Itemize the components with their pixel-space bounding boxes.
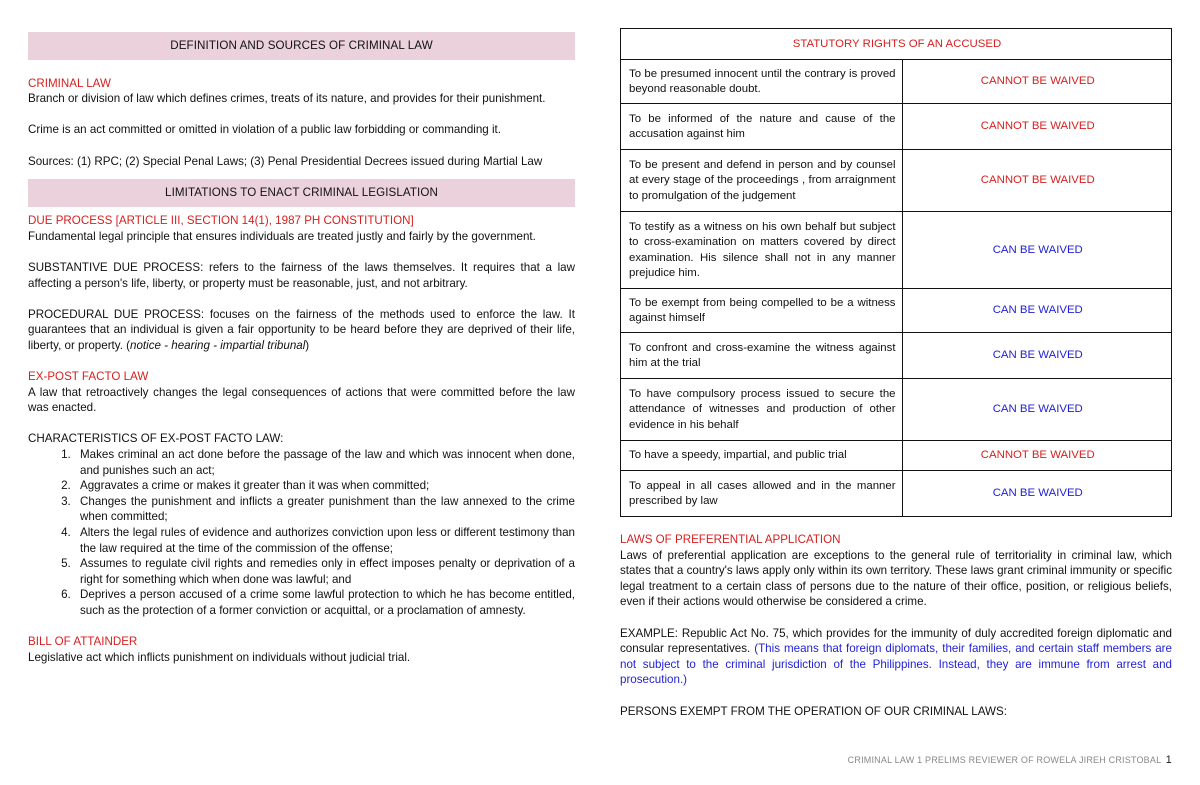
list-item: 2. Aggravates a crime or makes it greater than it was when committed;	[74, 478, 575, 494]
table-row	[621, 104, 1172, 150]
criminal-law-definition: Branch or division of law which defines crimes, treats of its nature, and provides for their punishment.	[28, 92, 546, 106]
list-item: 5. Assumes to regulate civil rights and remedies only in effect imposes penalty or deprivation of a right for something which when done was lawful; and	[74, 556, 575, 587]
characteristics-heading: CHARACTERISTICS OF EX-POST FACTO LAW:	[28, 432, 284, 446]
list-item: 4. Alters the legal rules of evidence and authorizes conviction upon less or different testimony than the law required at the time of the commission of the offense;	[74, 525, 575, 556]
sources-text: Sources: (1) RPC; (2) Special Penal Laws; (3) Penal Presidential Decrees issued during Martial Law	[28, 154, 543, 168]
waiver-status: CANNOT BE WAIVED	[902, 60, 1172, 104]
page-footer	[848, 754, 1172, 766]
waiver-status: CANNOT BE WAIVED	[902, 104, 1172, 150]
table-row	[621, 471, 1172, 517]
list-item: 1. Makes criminal an act done before the passage of the law and which was innocent when done, and punishes such an act;	[74, 447, 575, 478]
table-row	[621, 212, 1172, 289]
page-number: 1	[1165, 754, 1172, 766]
right-column	[620, 28, 1172, 719]
right-text: To have compulsory process issued to secure the attendance of witnesses and production of other evidence in his behalf	[621, 379, 903, 441]
bill-of-attainder-heading: BILL OF ATTAINDER	[28, 635, 138, 649]
right-text: To confront and cross-examine the witness against him at the trial	[621, 333, 903, 379]
waiver-status: CAN BE WAIVED	[902, 379, 1172, 441]
right-text: To be present and defend in person and by counsel at every stage of the proceedings , from arraignment to promulgation of the judgement	[621, 150, 903, 212]
procedural-due-process: PROCEDURAL DUE PROCESS: focuses on the fairness of the methods used to enforce the law. It guarantees that an individual is given a fair opportunity to be heard before they are deprived of their life, liberty, or property. (notice - hearing - impartial tribunal)	[28, 307, 575, 352]
right-text: To be presumed innocent until the contrary is proved beyond reasonable doubt.	[621, 60, 903, 104]
characteristics-list	[28, 447, 575, 619]
right-text: To have a speedy, impartial, and public trial	[621, 441, 903, 471]
right-text: To appeal in all cases allowed and in the manner prescribed by law	[621, 471, 903, 517]
section-band-definition: DEFINITION AND SOURCES OF CRIMINAL LAW	[28, 32, 575, 60]
statutory-rights-table	[620, 28, 1172, 517]
waiver-status: CAN BE WAIVED	[902, 333, 1172, 379]
persons-exempt-heading: PERSONS EXEMPT FROM THE OPERATION OF OUR CRIMINAL LAWS:	[620, 704, 1007, 718]
table-header-row	[621, 29, 1172, 60]
left-column	[28, 32, 575, 665]
expost-facto-definition: A law that retroactively changes the legal consequences of actions that were committed before the law was enacted.	[28, 385, 575, 415]
waiver-status: CAN BE WAIVED	[902, 289, 1172, 333]
due-process-heading: DUE PROCESS [ARTICLE III, SECTION 14(1), 1987 PH CONSTITUTION]	[28, 214, 414, 228]
expost-facto-heading: EX-POST FACTO LAW	[28, 370, 149, 384]
waiver-status: CAN BE WAIVED	[902, 212, 1172, 289]
example-text: EXAMPLE: Republic Act No. 75, which provides for the immunity of duly accredited foreign diplomatic and consular representatives. (This means that foreign diplomats, their families, and certain staff members are not subject to the criminal jurisdiction of the Philippines. Instead, they are immune from arrest and prosecution.)	[620, 626, 1172, 687]
preferential-application-definition: Laws of preferential application are exceptions to the general rule of territoriality in criminal law, which states that a country's laws apply only within its own territory. These laws grant criminal immunity or specific legal treatment to a certain class of persons due to the nature of their office, position, or religious beliefs, even if their actions would otherwise be considered a crime.	[620, 548, 1172, 609]
table-row	[621, 441, 1172, 471]
table-row	[621, 60, 1172, 104]
example-note: (This means that foreign diplomats, their families, and certain staff members are not subject to the criminal jurisdiction of the Philippines. Instead, they are immune from arrest and prosecution.)	[620, 642, 1172, 687]
waiver-status: CANNOT BE WAIVED	[902, 441, 1172, 471]
right-text: To testify as a witness on his own behalf but subject to cross-examination on matters covered by direct examination. His silence shall not in any manner prejudice him.	[621, 212, 903, 289]
procedural-elements: notice - hearing - impartial tribunal	[130, 338, 306, 352]
right-text: To be exempt from being compelled to be a witness against himself	[621, 289, 903, 333]
substantive-due-process: SUBSTANTIVE DUE PROCESS: refers to the fairness of the laws themselves. It requires that a law affecting a person's life, liberty, or property must be reasonable, just, and not arbitrary.	[28, 260, 575, 290]
section-band-limitations: LIMITATIONS TO ENACT CRIMINAL LEGISLATION	[28, 179, 575, 207]
preferential-application-heading: LAWS OF PREFERENTIAL APPLICATION	[620, 533, 841, 546]
list-item: 3. Changes the punishment and inflicts a greater punishment than the law annexed to the crime when committed;	[74, 494, 575, 525]
table-row	[621, 150, 1172, 212]
bill-of-attainder-definition: Legislative act which inflicts punishment on individuals without judicial trial.	[28, 650, 411, 664]
footer-text: CRIMINAL LAW 1 PRELIMS REVIEWER OF ROWELA JIREH CRISTOBAL	[847, 755, 1161, 765]
list-item: 6. Deprives a person accused of a crime some lawful protection to which he has become entitled, such as the protection of a former conviction or acquittal, or a proclamation of amnesty.	[74, 587, 575, 618]
waiver-status: CANNOT BE WAIVED	[902, 150, 1172, 212]
right-text: To be informed of the nature and cause of the accusation against him	[621, 104, 903, 150]
table-row	[621, 379, 1172, 441]
table-row	[621, 333, 1172, 379]
waiver-status: CAN BE WAIVED	[902, 471, 1172, 517]
due-process-definition: Fundamental legal principle that ensures individuals are treated justly and fairly by the government.	[28, 229, 536, 243]
criminal-law-heading: CRIMINAL LAW	[28, 76, 111, 90]
table-title: STATUTORY RIGHTS OF AN ACCUSED	[621, 29, 1172, 60]
crime-definition: Crime is an act committed or omitted in violation of a public law forbidding or commanding it.	[28, 123, 501, 137]
table-row	[621, 289, 1172, 333]
